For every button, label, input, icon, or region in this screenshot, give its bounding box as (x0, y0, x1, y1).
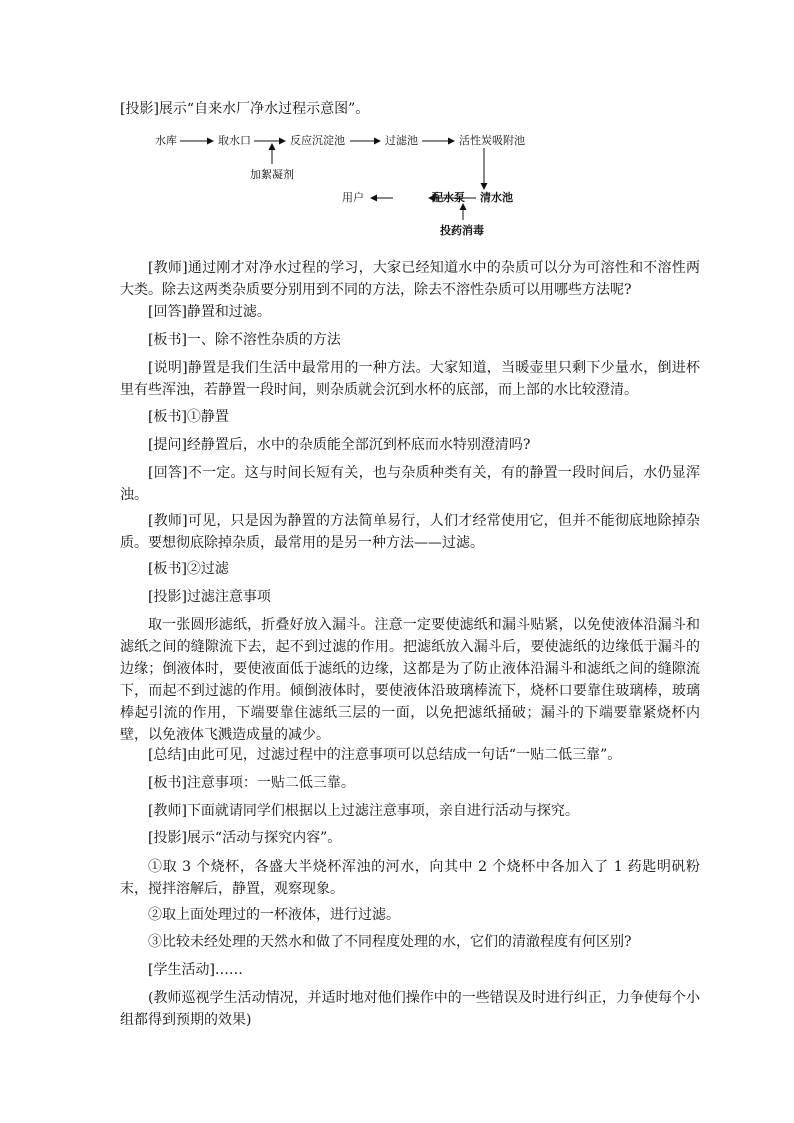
projection-activity: [投影]展示“活动与探究内容”。 (148, 830, 342, 846)
student-activity: [学生活动]…… (148, 962, 243, 978)
node-sediment-tank: 反应沉淀池 (290, 134, 345, 147)
node-filter-tank: 过滤池 (385, 134, 418, 147)
board-1: [板书]一、除不溶性杂质的方法 (148, 332, 341, 348)
teacher-note: (教师巡视学生活动情况，并适时地对他们操作中的一些错误及时进行纠正，力争使每个小组都得到预期的效果) (120, 990, 700, 1028)
question: [提问]经静置后，水中的杂质能全部沉到杯底而水特别澄清吗? (148, 437, 531, 453)
node-coagulant: 加絮凝剂 (250, 168, 294, 181)
node-pump: 配水泵 (432, 191, 465, 204)
board-3: [板书]②过滤 (148, 561, 229, 577)
activity-2: ②取上面处理过的一杯液体，进行过滤。 (148, 907, 400, 923)
node-carbon-tank: 活性炭吸附池 (459, 134, 525, 147)
activity-3: ③比较未经处理的天然水和做了不同程度处理的水，它们的清澈程度有何区别? (148, 934, 632, 950)
node-clear-tank: 清水池 (480, 191, 513, 204)
teacher-question: [教师]通过刚才对净水过程的学习，大家已经知道水中的杂质可以分为可溶性和不溶性两大类。除去这两类杂质要分别用到不同的方法，除去不溶性杂质可以用哪些方法呢? (120, 260, 700, 298)
node-intake: 取水口 (218, 134, 251, 147)
node-disinfect: 投药消毒 (440, 224, 484, 237)
answer-1: [回答]静置和过滤。 (148, 304, 271, 320)
node-users: 用户 (342, 191, 364, 204)
explanation: [说明]静置是我们生活中最常用的一种方法。大家知道，当暖壶里只剩下少量水，倒进杯里有些浑浊，若静置一段时间，则杂质就会沉到水杯的底部，而上部的水比较澄清。 (120, 360, 700, 398)
node-reservoir: 水库 (155, 134, 177, 147)
board-2: [板书]①静置 (148, 409, 229, 425)
activity-1: ①取 3 个烧杯，各盛大半烧杯浑浊的河水，向其中 2 个烧杯中各加入了 1 药匙明矾粉末，搅拌溶解后，静置，观察现象。 (120, 859, 700, 897)
board-4: [板书]注意事项：一贴二低三靠。 (148, 775, 355, 791)
teacher-3: [教师]下面就请同学们根据以上过滤注意事项，亲自进行活动与探究。 (148, 803, 579, 819)
answer-2: [回答]不一定。这与时间长短有关，也与杂质种类有关，有的静置一段时间后，水仍显浑浊。 (120, 465, 700, 503)
teacher-2: [教师]可见，只是因为静置的方法简单易行，人们才经常使用它，但并不能彻底地除掉杂质。要想彻底除掉杂质，最常用的是另一种方法——过滤。 (120, 513, 700, 551)
filtering-notes: 取一张圆形滤纸，折叠好放入漏斗。注意一定要使滤纸和漏斗贴紧，以免使液体沿漏斗和滤纸之间的缝隙流下去，起不到过滤的作用。把滤纸放入漏斗后，要使滤纸的边缘低于漏斗的边缘；倒液体时，要使液面低于滤纸的边缘，这都是为了防止液体沿漏斗和滤纸之间的缝隙流下，而起不到过滤的作用。倾倒液体时，要使液体沿玻璃棒流下，烧杯口要靠住玻璃棒，玻璃棒起引流的作用，下端要靠住滤纸三层的一面，以免把滤纸捅破；漏斗的下端要靠紧烧杯内壁，以免液体飞溅造成量的减少。 (120, 617, 700, 743)
projection-title: [投影]过滤注意事项 (148, 589, 271, 605)
water-purification-diagram (150, 128, 540, 240)
summary: [总结]由此可见，过滤过程中的注意事项可以总结成一句话“一贴二低三靠”。 (148, 747, 622, 763)
intro-text: [投影]展示“自来水厂净水过程示意图”。 (120, 101, 370, 117)
